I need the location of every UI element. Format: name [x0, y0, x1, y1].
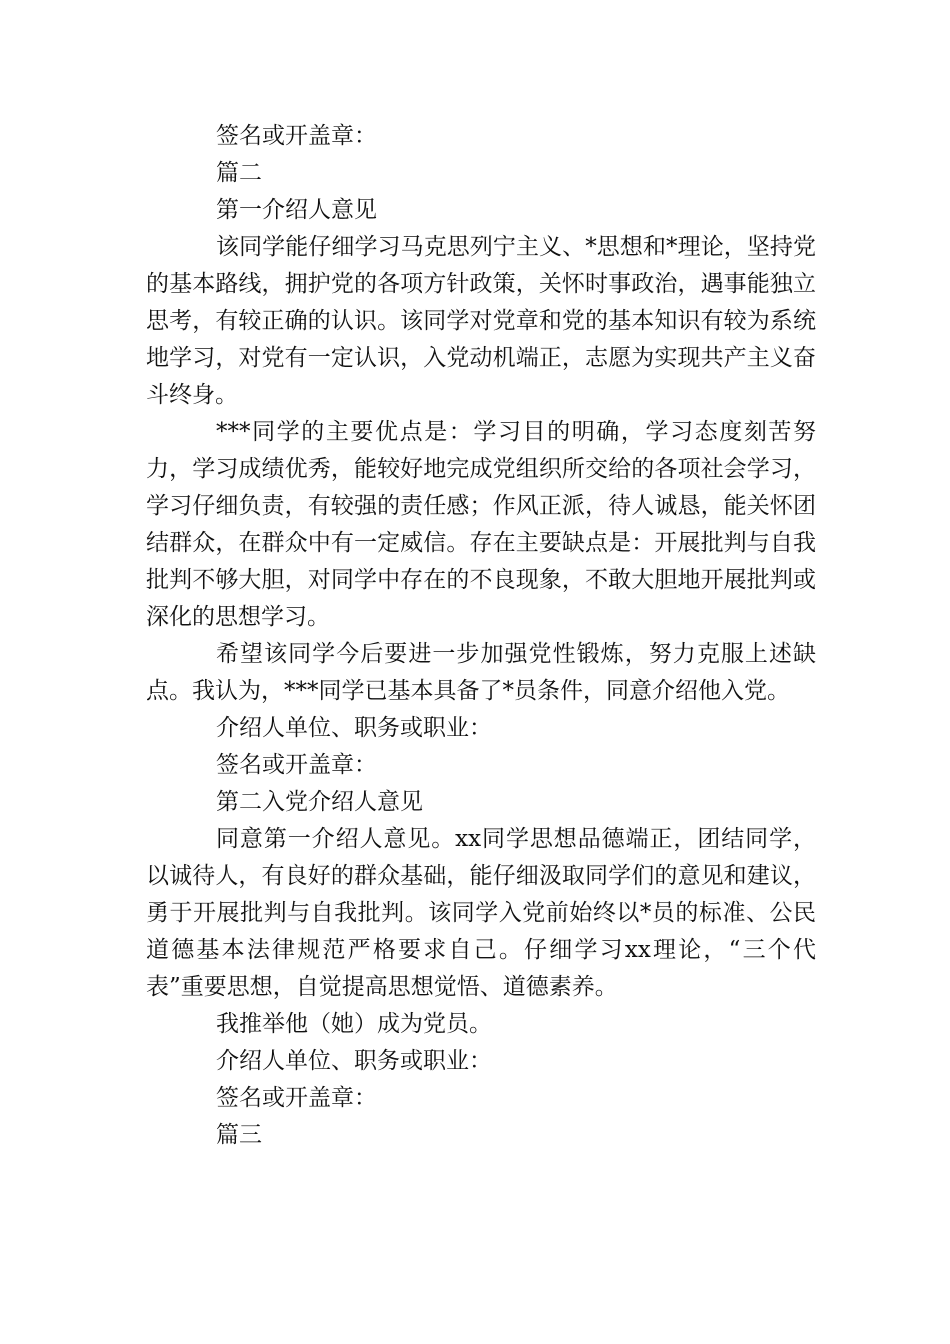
- section-heading: 篇三: [216, 1122, 262, 1148]
- document-page: [146, 118, 816, 1154]
- signature-line: 签名或开盖章：: [216, 1085, 377, 1111]
- body-paragraph: ***同学的主要优点是：学习目的明确，学习态度刻苦努力，学习成绩优秀，能较好地完成党组织所交给的各项社会学习，学习仔细负责，有较强的责任感；作风正派，待人诚恳，能关怀团结群众，在群众中有一定威信。存在主要缺点是：开展批判与自我批判不够大胆，对同学中存在的不良现象，不敢大胆地开展批判或深化的思想学习。: [146, 419, 816, 630]
- signature-line: 签名或开盖章：: [216, 752, 377, 778]
- referrer-unit-line: 介绍人单位、职务或职业：: [216, 1048, 492, 1074]
- subsection-heading: 第二入党介绍人意见: [216, 789, 423, 815]
- body-paragraph: 该同学能仔细学习马克思列宁主义、*思想和*理论，坚持党的基本路线，拥护党的各项方针政策，关怀时事政治，遇事能独立思考，有较正确的认识。该同学对党章和党的基本知识有较为系统地学习，对党有一定认识，入党动机端正，志愿为实现共产主义奋斗终身。: [146, 234, 816, 408]
- recommendation-line: 我推举他（她）成为党员。: [216, 1011, 492, 1037]
- referrer-unit-line: 介绍人单位、职务或职业：: [216, 715, 492, 741]
- signature-line: 签名或开盖章：: [216, 123, 377, 149]
- section-heading: 篇二: [216, 160, 262, 186]
- body-paragraph: 希望该同学今后要进一步加强党性锻炼，努力克服上述缺点。我认为，***同学已基本具备了*员条件，同意介绍他入党。: [146, 641, 816, 704]
- body-paragraph: 同意第一介绍人意见。xx同学思想品德端正，团结同学，以诚待人，有良好的群众基础，能仔细汲取同学们的意见和建议，勇于开展批判与自我批判。该同学入党前始终以*员的标准、公民道德基本法律规范严格要求自己。仔细学习xx理论，“三个代表”重要思想，自觉提高思想觉悟、道德素养。: [146, 826, 816, 1000]
- subsection-heading: 第一介绍人意见: [216, 197, 377, 223]
